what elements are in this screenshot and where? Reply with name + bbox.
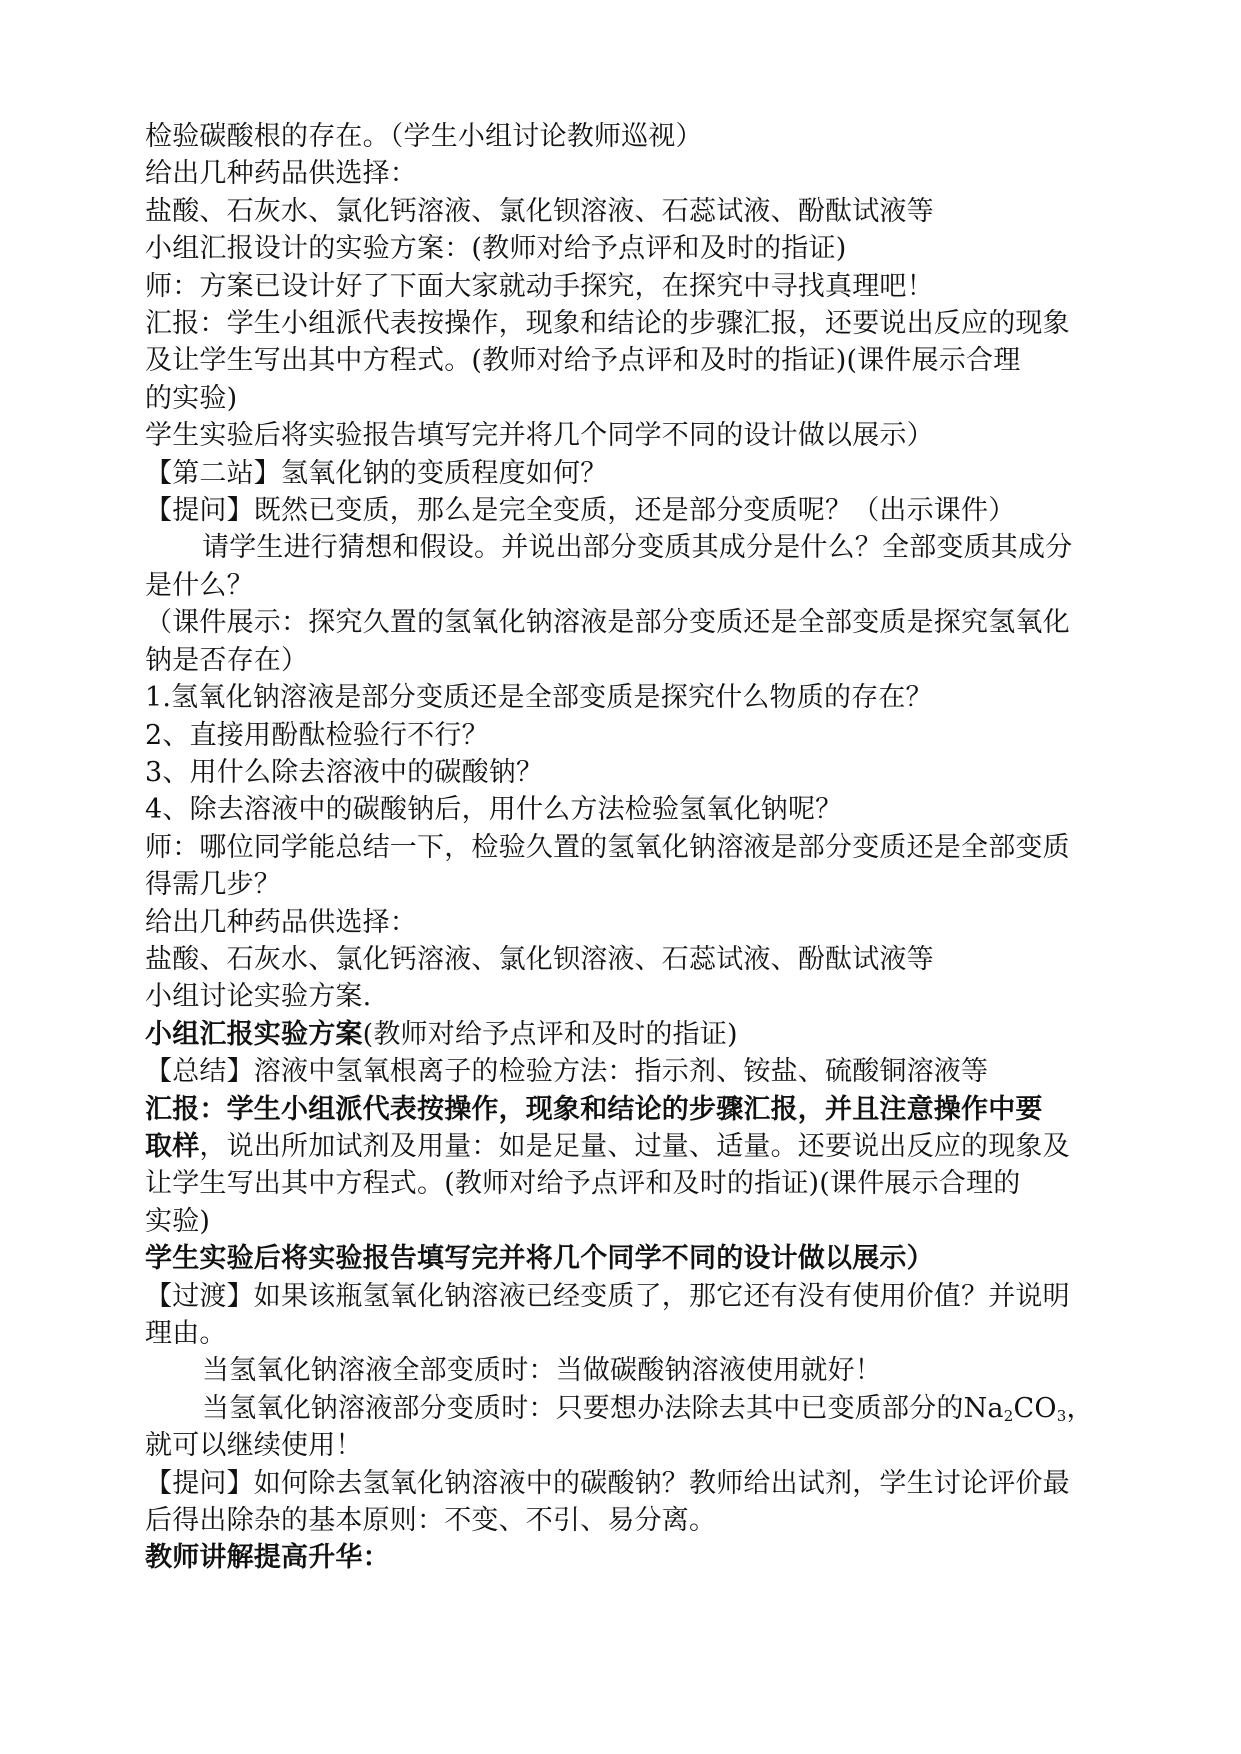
- text-line: 小组讨论实验方案.: [145, 981, 372, 1013]
- summary-line: 【总结】溶液中氢氧根离子的检验方法：指示剂、铵盐、硫酸铜溶液等: [145, 1056, 989, 1088]
- take-sample-bold: 取样: [145, 1130, 200, 1162]
- text-span: ，说出所加试剂及用量：如是足量、过量、适量。还要说出反应的现象及: [199, 1130, 1070, 1162]
- text-line: 给出几种药品供选择：: [145, 906, 417, 938]
- text-line: 检验碳酸根的存在。（学生小组讨论教师巡视）: [145, 121, 703, 152]
- text-line: 实验): [145, 1205, 211, 1237]
- text-line: [145, 1016, 1125, 1053]
- experiment-bold-line: 学生实验后将实验报告填写完并将几个同学不同的设计做以展示）: [145, 1243, 934, 1275]
- text-line: 请学生进行猜想和假设。并说出部分变质其成分是什么？全部变质其成分: [202, 532, 1073, 564]
- text-line: 汇报：学生小组派代表按操作，现象和结论的步骤汇报，还要说出反应的现象: [145, 308, 1070, 340]
- text-line: 就可以继续使用！: [145, 1430, 363, 1462]
- text-line: 的实验): [145, 382, 238, 414]
- formula-co: CO: [1013, 1392, 1057, 1424]
- section-heading-station-two: 【第二站】氢氧化钠的变质程度如何？: [145, 457, 608, 489]
- formula-na: Na: [963, 1392, 1004, 1424]
- text-line: 盐酸、石灰水、氯化钙溶液、氯化钡溶液、石蕊试液、酚酞试液等: [145, 943, 934, 975]
- text-line: 钠是否存在）: [145, 644, 309, 676]
- text-line: 小组汇报设计的实验方案：(教师对给予点评和及时的指证): [145, 233, 847, 265]
- text-line: [145, 1128, 1125, 1165]
- formula-tail: ，: [1066, 1392, 1094, 1424]
- text-line: 理由。: [145, 1318, 227, 1349]
- formula-sub-3: 3: [1056, 1406, 1067, 1425]
- formula-sub-2: 2: [1003, 1406, 1014, 1425]
- list-item: 1.氢氧化钠溶液是部分变质还是全部变质是探究什么物质的存在？: [145, 682, 933, 714]
- text-line: 得需几步？: [145, 869, 281, 901]
- text-line: 师：哪位同学能总结一下，检验久置的氢氧化钠溶液是部分变质还是全部变质: [145, 831, 1070, 863]
- transition-line: 【过渡】如果该瓶氢氧化钠溶液已经变质了，那它还有没有使用价值？并说明: [145, 1280, 1070, 1312]
- text-span: 当氢氧化钠溶液部分变质时：只要想办法除去其中已变质部分的: [202, 1392, 964, 1424]
- text-line: 当氢氧化钠溶液全部变质时：当做碳酸钠溶液使用就好！: [202, 1355, 882, 1387]
- question-line: 【提问】既然已变质，那么是完全变质，还是部分变质呢？（出示课件）: [145, 495, 1016, 527]
- text-line: 给出几种药品供选择：: [145, 158, 417, 190]
- group-report-bold: 小组汇报实验方案: [145, 1018, 363, 1050]
- text-line: 师：方案已设计好了下面大家就动手探究，在探究中寻找真理吧！: [145, 270, 934, 302]
- text-line: 学生实验后将实验报告填写完并将几个同学不同的设计做以展示）: [145, 420, 934, 452]
- report-bold-line: 汇报：学生小组派代表按操作，现象和结论的步骤汇报，并且注意操作中要: [145, 1093, 1043, 1125]
- text-line: 盐酸、石灰水、氯化钙溶液、氯化钡溶液、石蕊试液、酚酞试液等: [145, 195, 934, 227]
- text-line: 是什么？: [145, 569, 254, 601]
- text-line: 后得出除杂的基本原则：不变、不引、易分离。: [145, 1505, 717, 1537]
- list-item: 3、用什么除去溶液中的碳酸钠？: [145, 756, 544, 788]
- list-item: 4、除去溶液中的碳酸钠后，用什么方法检验氢氧化钠呢？: [145, 794, 843, 826]
- text-line: （课件展示：探究久置的氢氧化钠溶液是部分变质还是全部变质是探究氢氧化: [145, 607, 1070, 639]
- teacher-summary-heading: 教师讲解提高升华：: [145, 1542, 390, 1574]
- text-line: [145, 1390, 1125, 1427]
- list-item: 2、直接用酚酞检验行不行？: [145, 719, 489, 751]
- text-span: (教师对给予点评和及时的指证): [362, 1018, 738, 1050]
- document-page: [145, 118, 1125, 1577]
- text-line: 让学生写出其中方程式。(教师对给予点评和及时的指证)(课件展示合理的: [145, 1168, 1021, 1200]
- question-line: 【提问】如何除去氢氧化钠溶液中的碳酸钠？教师给出试剂，学生讨论评价最: [145, 1467, 1070, 1499]
- text-line: 及让学生写出其中方程式。(教师对给予点评和及时的指证)(课件展示合理: [145, 345, 1021, 377]
